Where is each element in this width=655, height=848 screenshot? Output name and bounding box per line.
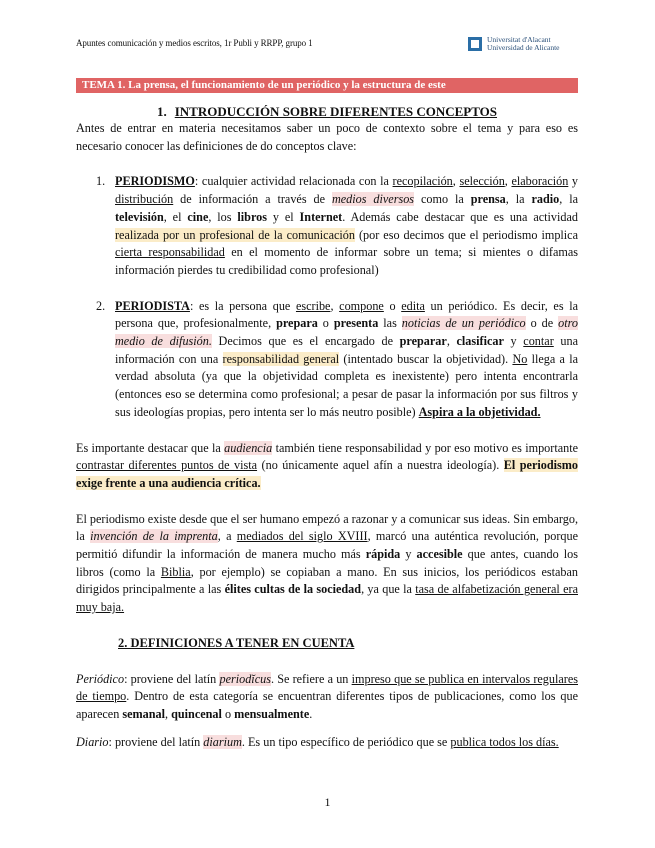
university-logo-icon xyxy=(468,37,482,51)
intro-paragraph: Antes de entrar en materia necesitamos saber un poco de contexto sobre el tema y para eso es necesario conocer las definiciones de do conceptos clave: xyxy=(76,121,578,153)
page-number: 1 xyxy=(324,795,331,809)
university-logo xyxy=(468,33,588,55)
section-heading-2: 2. DEFINICIONES A TENER EN CUENTA xyxy=(118,635,355,650)
list-item-periodista: 2. PERIODISTA: es la persona que escribe, compone o edita un periódico. Es decir, es la persona que, profesionalmente, prepara o presenta las noticias de un periódico o de otro medio de difusión. Decimos que es el encargado de preparar, clasificar y contar una información con una responsabilidad general (intentado buscar la objetividad). No llega a la verdad absoluta (ya que la objetividad completa es inexistente) pero intenta encontrarla (entonces eso se determina como profesional; a pesar de pasar la información por sus filtros y sus ideologías propias, pero intenta ser lo más neutro posible) Aspira a la objetividad. xyxy=(96,298,579,419)
list-item-periodismo: 1. PERIODISMO: cualquier actividad relacionada con la recopilación, selección, elaboración y distribución de información a través de medios diversos como la prensa, la radio, la televisión, el cine, los libros y el Internet. Además cabe destacar que es una actividad realizada por un profesional de la comunicación (por eso decimos que el periodismo implica cierta responsabilidad en el momento de informar sobre un tema; si mientes o difamas información pierdes tu credibilidad como profesional) xyxy=(96,174,579,277)
topic-title-bar: TEMA 1. La prensa, el funcionamiento de un periódico y la estructura de este xyxy=(76,78,578,93)
university-logo-text: Universitat d'Alacant Universidad de Alicante xyxy=(487,35,560,52)
history-paragraph: El periodismo existe desde que el ser humano empezó a razonar y a comunicar sus ideas. Sin embargo, la invención de la imprenta, a mediados del siglo XVIII, marcó una auténtica revolución, porque permitió difundir la información de manera mucho más rápida y accesible que antes, cuando los libros (como la Biblia, por ejemplo) se copiaban a mano. En sus inicios, los periódicos estaban dirigidos principalmente a las élites cultas de la sociedad, ya que la tasa de alfabetización general era muy baja. xyxy=(76,511,579,615)
audience-paragraph: Es importante destacar que la audiencia también tiene responsabilidad y por eso motivo es importante contrastar diferentes puntos de vista (no únicamente aquel afín a nuestra ideología). El periodismo exige frente a una audiencia crítica. xyxy=(76,440,579,490)
section-heading-1: 1. INTRODUCCIÓN SOBRE DIFERENTES CONCEPTOS xyxy=(156,104,498,119)
page-header: Apuntes comunicación y medios escritos, 1r Publi y RRPP, grupo 1 xyxy=(76,38,313,48)
diario-definition: Diario: proviene del latín diarium. Es un tipo específico de periódico que se publica todos los días. xyxy=(76,734,559,749)
periodico-definition: Periódico: proviene del latín periodĭcus. Se refiere a un impreso que se publica en intervalos regulares de tiempo. Dentro de esta categoría se encuentran diferentes tipos de publicaciones, como los que aparecen semanal, quincenal o mensualmente. xyxy=(76,671,579,721)
document-body xyxy=(76,103,578,751)
